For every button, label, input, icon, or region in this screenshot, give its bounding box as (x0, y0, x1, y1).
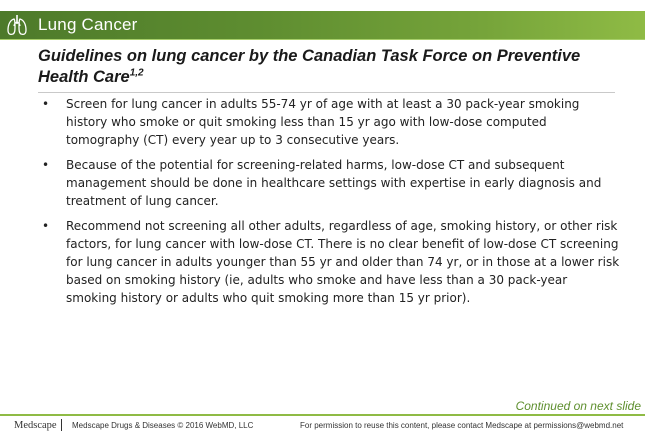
continued-note: Continued on next slide (515, 399, 641, 413)
footer-separator (61, 419, 62, 431)
bullet-text: Because of the potential for screening-related harms, low-dose CT and subsequent management should be done in healthcare settings with expertise in early diagnosis and treatment of lung cancer. (66, 158, 602, 208)
bullet-text: Recommend not screening all other adults, regardless of age, smoking history, or other risk factors, for lung cancer with low-dose CT. There is no clear benefit of low-dose CT screening for lung cancer in adults younger than 55 yr and older than 74 yr, or in those at a lower risk based on smoking history (ie, adults who smoke and have less than a 30 pack-year smoking history or adults who quit smoking more than 15 yr prior). (66, 219, 620, 305)
bullet-marker: • (42, 97, 50, 111)
footer-permission: For permission to reuse this content, please contact Medscape at permissions@webmd.net (300, 421, 624, 430)
slide-section-title: Lung Cancer (38, 15, 138, 34)
heading-divider (38, 92, 615, 93)
bullet-list (38, 95, 620, 314)
footer-divider (0, 414, 645, 416)
bullet-marker: • (42, 219, 50, 233)
list-item (38, 156, 620, 210)
header-bar (0, 11, 645, 40)
medscape-logo: Medscape (14, 420, 57, 431)
footer-source: Medscape Drugs & Diseases © 2016 WebMD, LLC (72, 421, 254, 430)
lungs-icon (6, 13, 28, 37)
slide-heading-text: Guidelines on lung cancer by the Canadian Task Force on Preventive Health Care (38, 47, 581, 86)
slide-heading (38, 46, 618, 88)
bullet-text: Screen for lung cancer in adults 55-74 yr of age with at least a 30 pack-year smoking history who smoke or quit smoking less than 15 yr ago with low-dose computed tomography (CT) every year up to 3 consecutive years. (66, 97, 580, 147)
bullet-marker: • (42, 158, 50, 172)
list-item (38, 95, 620, 149)
heading-reference-superscript: 1,2 (129, 67, 144, 79)
list-item (38, 217, 620, 307)
